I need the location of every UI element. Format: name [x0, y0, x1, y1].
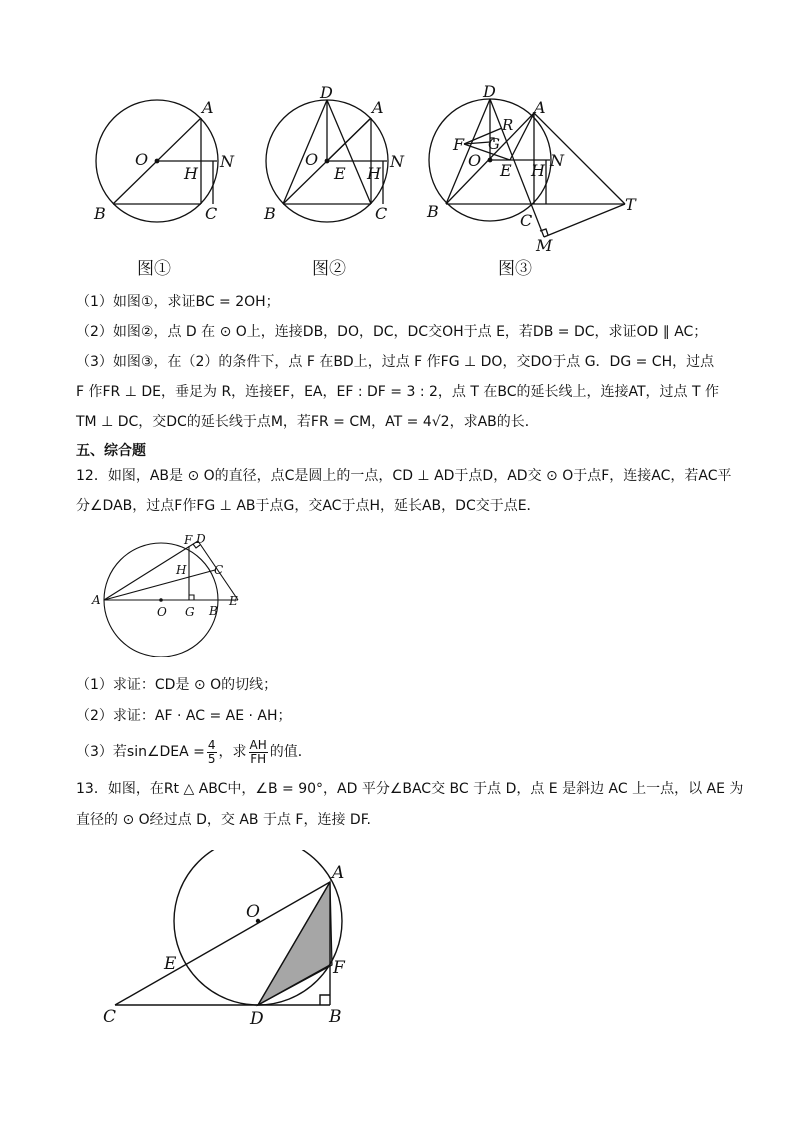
q11-part1: （1）如图①，求证BC = 2OH； [76, 294, 280, 310]
segment-oa [327, 118, 371, 161]
q11-part3-line2: F 作FR ⊥ DE，垂足为 R，连接EF，EA，EF : DF = 3 : 2，点 T 在BC的延长线上，连接AT，过点 T 作 [76, 384, 719, 400]
right-angle-g [189, 595, 194, 600]
label-e: E [334, 164, 346, 183]
label-c: C [103, 1007, 117, 1027]
label-o: O [157, 605, 167, 619]
label-r: R [502, 116, 514, 134]
label-d: D [250, 1009, 264, 1029]
label-t: T [625, 195, 636, 214]
q12-part3 [76, 734, 312, 770]
label-a: A [534, 98, 546, 117]
label-c: C [205, 204, 218, 223]
fraction-denominator: FH [250, 751, 267, 766]
segment-tm [544, 204, 625, 237]
label-d: D [196, 532, 206, 546]
q13-stem-line1: 13．如图，在Rt △ ABC中，∠B = 90°，AD 平分∠BAC交 BC 于点 D，点 E 是斜边 AC 上一点，以 AE 为 [76, 781, 744, 797]
label-c: C [520, 211, 533, 230]
label-h: H [531, 161, 545, 180]
label-c: C [375, 204, 388, 223]
label-o: O [468, 151, 482, 170]
label-o: O [246, 902, 260, 922]
label-f: F [333, 958, 345, 978]
center-dot [488, 158, 493, 163]
segment-ac [104, 570, 215, 600]
label-g: G [488, 135, 500, 153]
label-b: B [264, 204, 276, 223]
center-dot [159, 598, 163, 602]
figure-3 [420, 80, 650, 255]
q12-stem-line2: 分∠DAB，过点F作FG ⊥ AB于点G，交AC于点H，延长AB，DC交于点E． [76, 498, 541, 514]
center-dot [325, 159, 330, 164]
segment-at [534, 113, 625, 204]
label-h: H [367, 164, 381, 183]
label-h: H [176, 563, 187, 577]
label-b: B [329, 1007, 342, 1027]
label-a: A [372, 98, 384, 117]
label-n: N [220, 152, 234, 171]
label-m: M [536, 236, 553, 255]
right-angle-b [320, 995, 330, 1005]
label-a: A [202, 98, 214, 117]
section-heading: 五、综合题 [76, 443, 146, 459]
label-e: E [164, 954, 177, 974]
label-b: B [427, 202, 439, 221]
label-d: D [320, 85, 333, 102]
segment-ea [510, 113, 534, 160]
q12-part3-pre: （3）若sin∠DEA = [76, 744, 205, 760]
figure-2 [250, 85, 410, 235]
label-b: B [94, 204, 106, 223]
label-o: O [135, 150, 149, 169]
center-dot [155, 159, 160, 164]
q12-stem-line1: 12．如图，AB是 ⊙ O的直径，点C是圆上的一点，CD ⊥ AD于点D，AD交 ⊙ O于点F，连接AC，若AC平 [76, 468, 732, 484]
q12-part3-post: 的值． [269, 744, 312, 760]
q11-part3-line1: （3）如图③，在（2）的条件下，点 F 在BD上，过点 F 作FG ⊥ DO，交DO于点 G．DG = CH，过点 [76, 354, 715, 370]
caption-fig3: 图③ [498, 259, 532, 279]
label-n: N [390, 152, 404, 171]
label-f: F [453, 135, 465, 154]
label-e: E [500, 161, 512, 180]
fraction-numerator: AH [249, 737, 267, 752]
label-d: D [483, 82, 496, 101]
fraction-ah-fh [249, 739, 268, 766]
q12-part3-mid: ，求 [218, 744, 247, 760]
figure-1 [80, 85, 240, 235]
label-c: C [214, 563, 224, 577]
fraction-denominator: 5 [207, 751, 216, 766]
fraction-4-5 [207, 739, 217, 766]
q12-part2: （2）求证：AF · AC = AE · AH； [76, 708, 292, 724]
fraction-numerator: 4 [207, 737, 216, 752]
q13-stem-line2: 直径的 ⊙ O经过点 D，交 AB 于点 F，连接 DF. [76, 812, 371, 828]
label-o: O [305, 150, 319, 169]
figure-13 [100, 850, 360, 1030]
label-a: A [92, 593, 101, 607]
label-b: B [209, 604, 218, 618]
caption-fig2: 图② [312, 259, 346, 279]
label-a: A [332, 863, 345, 883]
label-f: F [184, 533, 193, 547]
label-e: E [229, 594, 238, 608]
label-g: G [185, 605, 195, 619]
label-h: H [184, 164, 198, 183]
label-n: N [550, 151, 564, 170]
segment-dc [327, 100, 371, 204]
q12-part1: （1）求证：CD是 ⊙ O的切线； [76, 677, 278, 693]
caption-fig1: 图① [137, 259, 171, 279]
q11-part2: （2）如图②，点 D 在 ⊙ O上，连接DB，DO，DC，DC交OH于点 E，若DB = DC，求证OD ∥ AC； [76, 324, 708, 340]
figure-12 [88, 532, 248, 657]
q11-part3-line3: TM ⊥ DC，交DC的延长线于点M，若FR = CM，AT = 4√2，求AB的长． [76, 414, 539, 430]
